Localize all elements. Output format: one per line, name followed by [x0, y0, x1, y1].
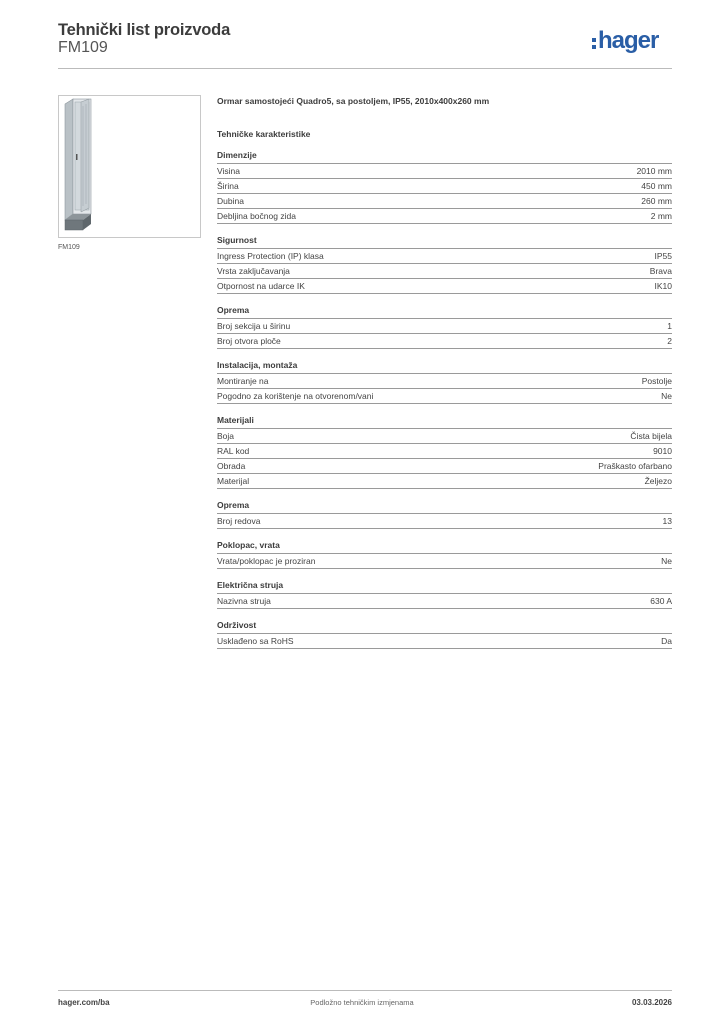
spec-row [217, 429, 672, 444]
footer-divider [58, 990, 672, 991]
spec-group [217, 415, 672, 489]
spec-label: Materijal [217, 476, 250, 486]
spec-label: RAL kod [217, 446, 250, 456]
spec-row [217, 334, 672, 349]
spec-row [217, 194, 672, 209]
product-code: FM109 [58, 39, 108, 56]
footer-date: 03.03.2026 [631, 998, 672, 1007]
spec-row [217, 514, 672, 529]
spec-row [217, 279, 672, 294]
spec-group [217, 540, 672, 569]
spec-group [217, 580, 672, 609]
spec-value: IK10 [654, 281, 672, 291]
product-image [58, 95, 201, 238]
spec-group-title: Instalacija, montaža [217, 360, 672, 374]
spec-label: Boja [217, 431, 235, 441]
page-title: Tehnički list proizvoda [58, 21, 231, 39]
spec-group-title: Održivost [217, 620, 672, 634]
spec-row [217, 209, 672, 224]
spec-row [217, 264, 672, 279]
spec-label: Nazivna struja [217, 596, 271, 606]
specs-heading: Tehničke karakteristike [217, 129, 311, 139]
spec-group-title: Dimenzije [217, 150, 672, 164]
spec-row [217, 389, 672, 404]
footer-website: hager.com/ba [58, 998, 110, 1007]
spec-group [217, 620, 672, 649]
spec-row [217, 444, 672, 459]
spec-group-title: Sigurnost [217, 235, 672, 249]
floor-standing-cabinet-icon [59, 96, 200, 237]
logo-wordmark: hager [598, 27, 659, 54]
spec-groups [217, 150, 672, 649]
spec-group [217, 235, 672, 294]
spec-value: Ne [661, 391, 672, 401]
spec-label: Vrsta zaključavanja [217, 266, 290, 276]
spec-value: Željezo [644, 476, 672, 486]
spec-value: Da [661, 636, 672, 646]
spec-label: Vrata/poklopac je proziran [217, 556, 316, 566]
spec-value: Postolje [641, 376, 672, 386]
spec-row [217, 374, 672, 389]
spec-label: Širina [217, 181, 239, 191]
spec-group [217, 360, 672, 404]
footer-notice: Podložno tehničkim izmjenama [310, 998, 414, 1007]
spec-label: Obrada [217, 461, 246, 471]
spec-group-title: Materijali [217, 415, 672, 429]
spec-row [217, 179, 672, 194]
spec-group-title: Poklopac, vrata [217, 540, 672, 554]
spec-value: 1 [667, 321, 672, 331]
spec-label: Usklađeno sa RoHS [217, 636, 294, 646]
spec-label: Visina [217, 166, 240, 176]
spec-label: Montiranje na [217, 376, 269, 386]
spec-value: 2010 mm [636, 166, 672, 176]
spec-row [217, 319, 672, 334]
spec-group [217, 305, 672, 349]
spec-label: Pogodno za korištenje na otvorenom/vani [217, 391, 374, 401]
spec-value: 630 A [650, 596, 672, 606]
spec-group [217, 500, 672, 529]
logo-dots-icon [592, 38, 596, 49]
spec-row [217, 459, 672, 474]
image-caption: FM109 [58, 244, 80, 251]
product-description: Ormar samostojeći Quadro5, sa postoljem, IP55, 2010x400x260 mm [217, 96, 490, 106]
spec-value: Praškasto ofarbano [598, 461, 672, 471]
spec-group-title: Oprema [217, 305, 672, 319]
spec-value: 2 mm [650, 211, 672, 221]
spec-row [217, 164, 672, 179]
spec-group-title: Oprema [217, 500, 672, 514]
spec-value: Ne [661, 556, 672, 566]
spec-value: 260 mm [641, 196, 672, 206]
spec-row [217, 249, 672, 264]
spec-value: IP55 [654, 251, 672, 261]
spec-value: 450 mm [641, 181, 672, 191]
hager-logo [592, 26, 658, 56]
spec-label: Debljina bočnog zida [217, 211, 296, 221]
spec-value: 13 [662, 516, 672, 526]
spec-content [217, 96, 672, 660]
spec-group [217, 150, 672, 224]
spec-label: Broj sekcija u širinu [217, 321, 291, 331]
header-divider [58, 68, 672, 69]
spec-label: Broj otvora ploče [217, 336, 281, 346]
spec-row [217, 554, 672, 569]
spec-value: Brava [649, 266, 672, 276]
spec-label: Dubina [217, 196, 244, 206]
spec-label: Broj redova [217, 516, 261, 526]
spec-row [217, 474, 672, 489]
spec-value: 2 [667, 336, 672, 346]
spec-label: Otpornost na udarce IK [217, 281, 305, 291]
spec-label: Ingress Protection (IP) klasa [217, 251, 324, 261]
spec-group-title: Električna struja [217, 580, 672, 594]
spec-row [217, 594, 672, 609]
spec-value: Čista bijela [630, 431, 672, 441]
spec-row [217, 634, 672, 649]
spec-value: 9010 [653, 446, 672, 456]
